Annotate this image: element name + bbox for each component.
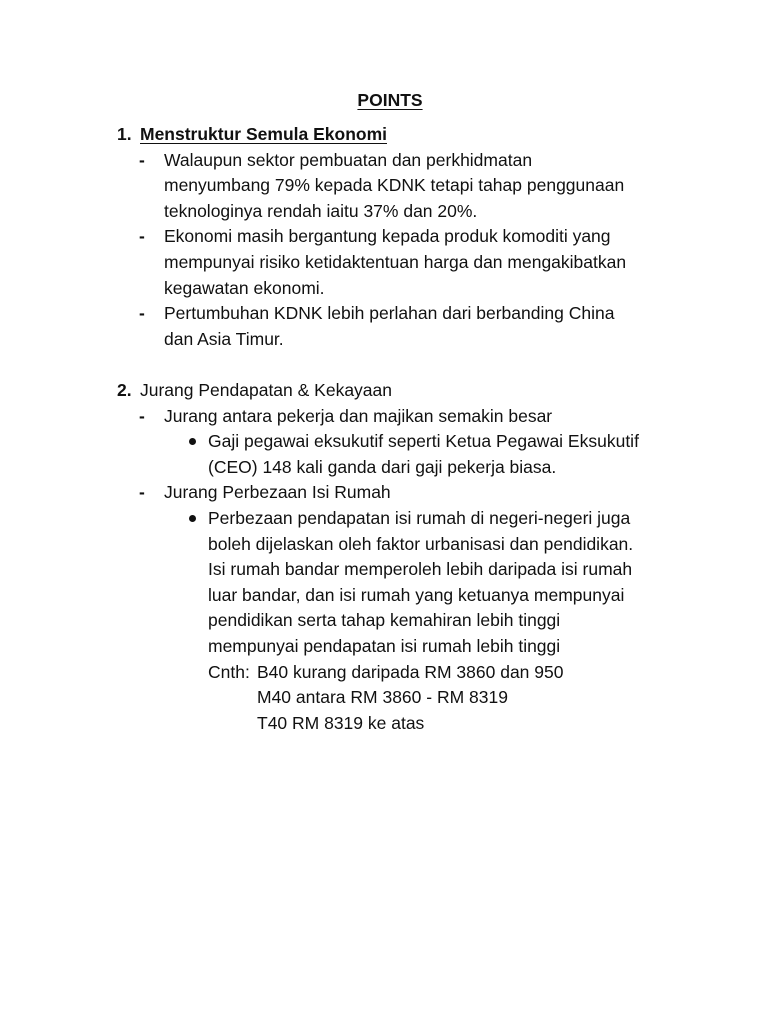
dash-marker: - bbox=[139, 482, 145, 503]
bullet-dot-icon bbox=[186, 429, 208, 455]
list-item bbox=[139, 148, 717, 225]
text-line: menyumbang 79% kepada KDNK tetapi tahap penggunaan bbox=[164, 175, 625, 196]
section-heading bbox=[117, 122, 717, 148]
text-line: Pertumbuhan KDNK lebih perlahan dari berbanding China bbox=[164, 303, 615, 324]
bullet-item bbox=[186, 506, 717, 736]
section-number: 1. bbox=[117, 124, 132, 144]
section-jurang-pendapatan-kekayaan bbox=[117, 378, 717, 736]
text-line: boleh dijelaskan oleh faktor urbanisasi dan pendidikan. bbox=[208, 533, 634, 554]
dash-marker: - bbox=[139, 303, 145, 324]
example-b40: B40 kurang daripada RM 3860 dan 950 bbox=[257, 661, 564, 682]
page-title: POINTS bbox=[357, 90, 423, 110]
example-row bbox=[208, 685, 717, 711]
text-line: Ekonomi masih bergantung kepada produk komoditi yang bbox=[164, 226, 611, 247]
dash-marker: - bbox=[139, 149, 145, 170]
text-line: dan Asia Timur. bbox=[164, 328, 284, 349]
text-line: Jurang antara pekerja dan majikan semakin besar bbox=[164, 405, 553, 426]
text-line: Perbezaan pendapatan isi rumah di negeri-negeri juga bbox=[208, 507, 631, 528]
section-menstruktur-semula-ekonomi bbox=[117, 122, 717, 352]
text-line: mempunyai pendapatan isi rumah lebih tinggi bbox=[208, 635, 561, 656]
example-t40: T40 RM 8319 ke atas bbox=[257, 712, 425, 733]
text-line: kegawatan ekonomi. bbox=[164, 277, 325, 298]
example-row bbox=[208, 711, 717, 737]
text-line: mempunyai risiko ketidaktentuan harga dan mengakibatkan bbox=[164, 251, 627, 272]
text-line: luar bandar, dan isi rumah yang ketuanya mempunyai bbox=[208, 584, 625, 605]
text-line: Walaupun sektor pembuatan dan perkhidmatan bbox=[164, 149, 533, 170]
section-heading-text: Jurang Pendapatan & Kekayaan bbox=[140, 380, 392, 400]
bullet-dot-icon bbox=[186, 506, 208, 532]
dash-marker: - bbox=[139, 226, 145, 247]
dash-marker: - bbox=[139, 405, 145, 426]
text-line: pendidikan serta tahap kemahiran lebih tinggi bbox=[208, 610, 561, 631]
list-item bbox=[139, 480, 717, 506]
section-number: 2. bbox=[117, 380, 132, 400]
text-line: teknologinya rendah iaitu 37% dan 20%. bbox=[164, 200, 478, 221]
text-line: Jurang Perbezaan Isi Rumah bbox=[164, 482, 391, 503]
list-item bbox=[139, 404, 717, 430]
section-heading-text: Menstruktur Semula Ekonomi bbox=[140, 124, 387, 144]
text-line: Isi rumah bandar memperoleh lebih daripada isi rumah bbox=[208, 559, 633, 580]
text-line: (CEO) 148 kali ganda dari gaji pekerja biasa. bbox=[208, 456, 557, 477]
text-line: Gaji pegawai eksukutif seperti Ketua Pegawai Eksukutif bbox=[208, 431, 639, 452]
bullet-item bbox=[186, 429, 717, 480]
example-m40: M40 antara RM 3860 - RM 8319 bbox=[257, 687, 508, 708]
section-heading bbox=[117, 378, 717, 404]
list-item bbox=[139, 301, 717, 352]
list-item bbox=[139, 224, 717, 301]
example-prefix: Cnth: bbox=[208, 661, 250, 682]
example-row bbox=[208, 660, 717, 686]
